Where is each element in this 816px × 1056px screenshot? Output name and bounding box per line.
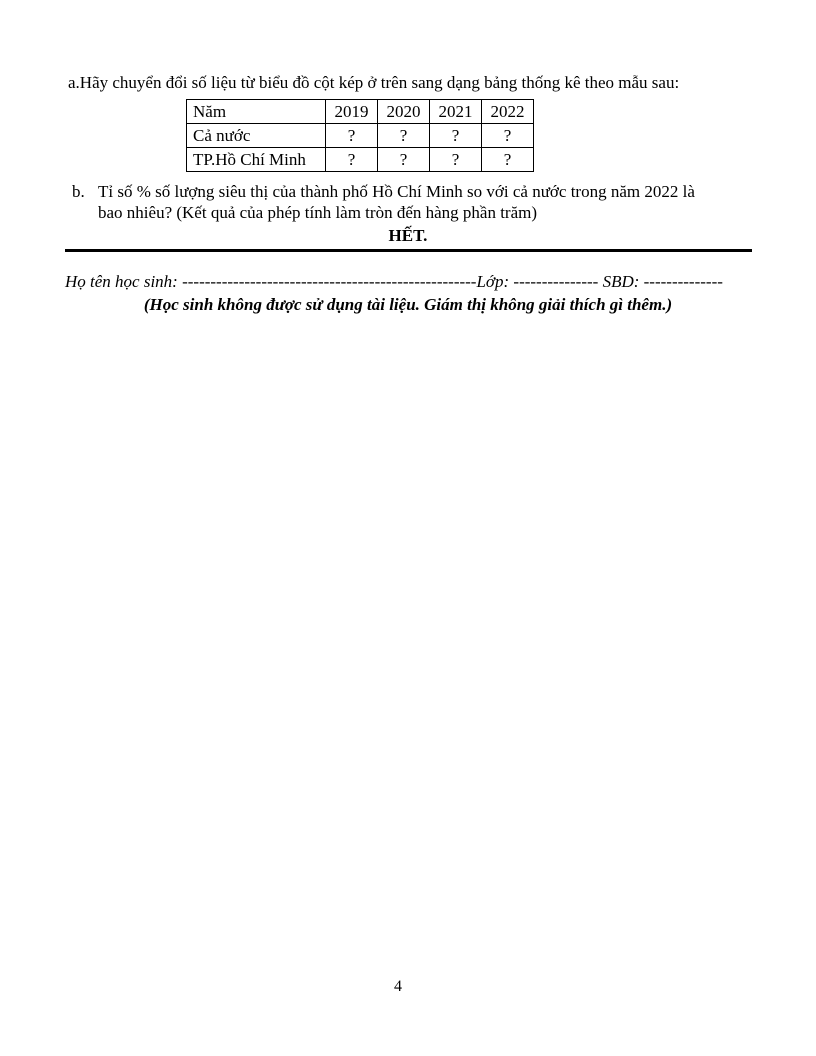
- cell-country-2021: ?: [430, 124, 482, 148]
- question-a-text: a.Hãy chuyển đổi số liệu từ biểu đồ cột kép ở trên sang dạng bảng thống kê theo mẫu sau:: [68, 73, 680, 92]
- cell-country-2019: ?: [326, 124, 378, 148]
- table-header-2022: 2022: [482, 100, 534, 124]
- cell-hcmc-2022: ?: [482, 148, 534, 172]
- student-name-fill-line: Họ tên học sinh: ----------------------------------------------------Lớp: --------------- SBD: --------------: [65, 272, 723, 291]
- question-b-marker: b.: [72, 182, 85, 201]
- cell-country-2020: ?: [378, 124, 430, 148]
- table-header-year: Năm: [187, 100, 326, 124]
- question-b: [72, 181, 762, 223]
- exam-rules-note: (Học sinh không được sử dụng tài liệu. Giám thị không giải thích gì thêm.): [143, 295, 673, 314]
- cell-hcmc-2020: ?: [378, 148, 430, 172]
- question-b-text: [98, 181, 695, 223]
- question-b-line2: bao nhiêu? (Kết quả của phép tính làm tròn đến hàng phần trăm): [98, 203, 538, 222]
- page-number: 4: [394, 978, 402, 995]
- statistics-table: [186, 99, 534, 172]
- table-header-2020: 2020: [378, 100, 430, 124]
- cell-hcmc-2021: ?: [430, 148, 482, 172]
- end-of-exam-label: HẾT.: [388, 226, 428, 245]
- table-row-hcmc: [187, 148, 534, 172]
- question-b-line1: Tỉ số % số lượng siêu thị của thành phố Hồ Chí Minh so với cả nước trong năm 2022 là: [98, 182, 695, 201]
- cell-country-2022: ?: [482, 124, 534, 148]
- table-row-header: [187, 100, 534, 124]
- cell-hcmc-2019: ?: [326, 148, 378, 172]
- horizontal-divider: [65, 249, 752, 252]
- table-header-2019: 2019: [326, 100, 378, 124]
- row-label-country: Cả nước: [187, 124, 326, 148]
- table-header-2021: 2021: [430, 100, 482, 124]
- table-row-country: [187, 124, 534, 148]
- row-label-hcmc: TP.Hồ Chí Minh: [187, 148, 326, 172]
